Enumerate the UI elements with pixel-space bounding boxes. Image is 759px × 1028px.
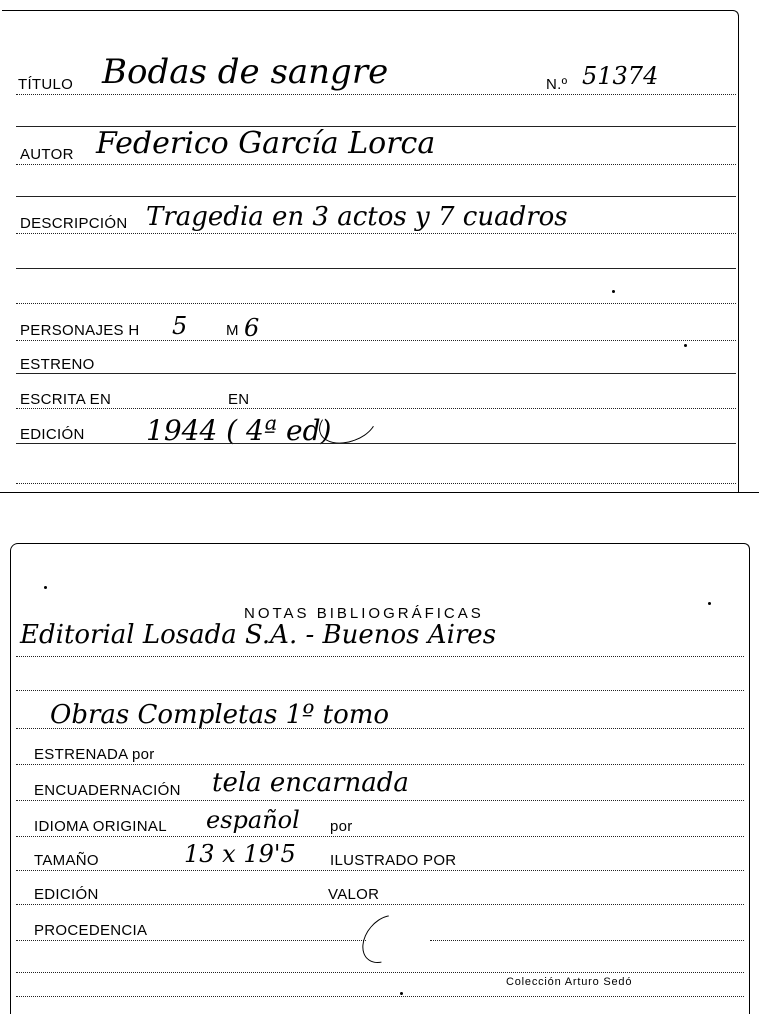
speck xyxy=(708,602,711,605)
personajes-m-label: M xyxy=(226,322,239,339)
autor-value: Federico García Lorca xyxy=(96,126,436,161)
rule-final-top xyxy=(16,483,736,484)
notes-rule-6 xyxy=(16,836,744,837)
numero-label: N.º xyxy=(546,76,568,93)
tamano-label: TAMAÑO xyxy=(34,852,99,869)
escrita-en-label: ESCRITA EN xyxy=(20,391,112,408)
idioma-por-label: por xyxy=(330,818,353,835)
valor-label: VALOR xyxy=(328,886,380,903)
personajes-rule xyxy=(16,340,736,341)
notas-title: NOTAS BIBLIOGRÁFICAS xyxy=(244,605,484,622)
titulo-label: TÍTULO xyxy=(18,76,74,93)
procedencia-label: PROCEDENCIA xyxy=(34,922,148,939)
rule-6 xyxy=(16,268,736,269)
idioma-value: español xyxy=(206,806,300,834)
personajes-h-value: 5 xyxy=(172,312,188,340)
notes-rule-3 xyxy=(16,728,744,729)
idioma-label: IDIOMA ORIGINAL xyxy=(34,818,167,835)
edicion-rule xyxy=(16,443,736,444)
notes-rule-10 xyxy=(16,972,744,973)
notes-rule-4 xyxy=(16,764,744,765)
titulo-rule xyxy=(16,94,736,95)
autor-rule xyxy=(16,164,736,165)
obras-value: Obras Completas 1º tomo xyxy=(50,700,390,730)
estreno-rule xyxy=(16,373,736,374)
speck xyxy=(684,344,687,347)
encuadernacion-value: tela encarnada xyxy=(212,768,409,798)
encuadernacion-label: ENCUADERNACIÓN xyxy=(34,782,181,799)
escrita-rule xyxy=(16,408,736,409)
notes-rule-8 xyxy=(16,904,744,905)
rule-7 xyxy=(16,303,736,304)
notes-rule-11 xyxy=(16,996,744,997)
tamano-value: 13 x 19'5 xyxy=(184,840,296,868)
edicion-bottom-label: EDICIÓN xyxy=(34,886,99,903)
estreno-label: ESTRENO xyxy=(20,356,95,373)
notes-rule-9b xyxy=(430,940,744,941)
edicion-label: EDICIÓN xyxy=(20,426,85,443)
titulo-value: Bodas de sangre xyxy=(102,52,389,92)
notes-rule-7 xyxy=(16,870,744,871)
notes-rule-2 xyxy=(16,690,744,691)
autor-label: AUTOR xyxy=(20,146,74,163)
speck xyxy=(400,992,403,995)
estrenada-label: ESTRENADA por xyxy=(34,746,155,763)
card-bottom-edge xyxy=(0,492,759,493)
speck xyxy=(612,290,615,293)
notes-rule-1 xyxy=(16,656,744,657)
ilustrado-label: ILUSTRADO POR xyxy=(330,852,457,869)
descripcion-value: Tragedia en 3 actos y 7 cuadros xyxy=(146,202,568,232)
coleccion-credit: Colección Arturo Sedó xyxy=(506,976,633,988)
en-label: EN xyxy=(228,391,250,408)
editorial-value: Editorial Losada S.A. - Buenos Aires xyxy=(20,620,497,650)
descripcion-rule xyxy=(16,233,736,234)
edicion-value: 1944 ( 4ª ed) xyxy=(146,414,332,447)
speck xyxy=(44,586,47,589)
notes-rule-9a xyxy=(16,940,366,941)
personajes-label: PERSONAJES H xyxy=(20,322,140,339)
personajes-m-value: 6 xyxy=(244,314,260,342)
descripcion-label: DESCRIPCIÓN xyxy=(20,215,128,232)
rule-4 xyxy=(16,196,736,197)
notes-rule-5 xyxy=(16,800,744,801)
numero-value: 51374 xyxy=(582,62,659,90)
